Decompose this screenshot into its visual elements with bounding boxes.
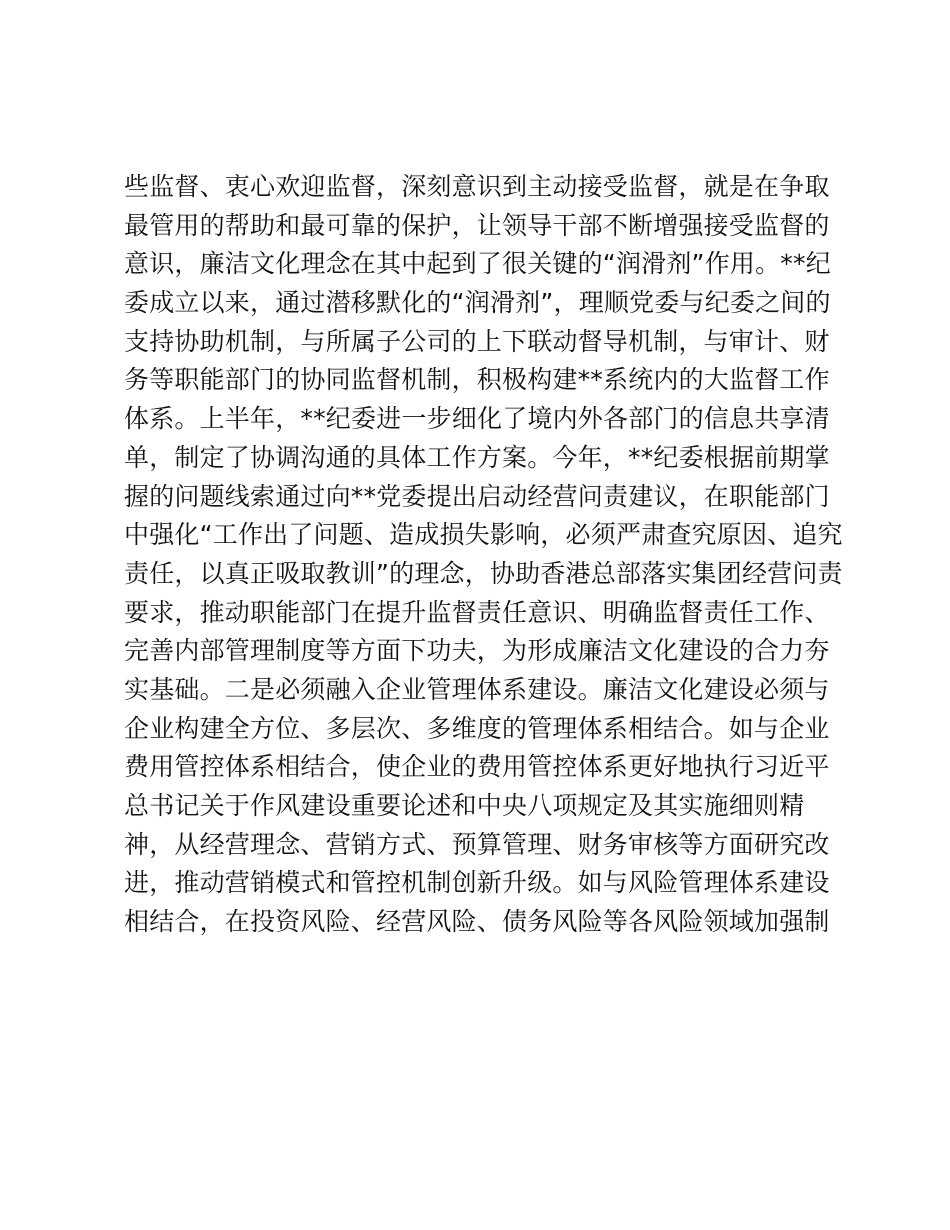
text-line: 责任，以真正吸取教训”的理念，协助香港总部落实集团经营问责 [124, 558, 843, 588]
text-line: 最管用的帮助和最可靠的保护，让领导干部不断增强接受监督的 [124, 210, 830, 240]
text-line: 神，从经营理念、营销方式、预算管理、财务审核等方面研究改 [124, 829, 830, 859]
text-line: 委成立以来，通过潜移默化的“润滑剂”，理顺党委与纪委之间的 [124, 288, 831, 318]
text-line: 支持协助机制，与所属子公司的上下联动督导机制，与审计、财 [124, 326, 830, 356]
text-line: 进，推动营销模式和管控机制创新升级。如与风险管理体系建设 [124, 868, 830, 898]
text-line: 费用管控体系相结合，使企业的费用管控体系更好地执行习近平 [124, 752, 830, 782]
text-line: 体系。上半年，**纪委进一步细化了境内外各部门的信息共享清 [124, 404, 830, 434]
text-line: 相结合，在投资风险、经营风险、债务风险等各风险领域加强制 [124, 907, 830, 937]
text-line: 企业构建全方位、多层次、多维度的管理体系相结合。如与企业 [124, 713, 830, 743]
text-line: 单，制定了协调沟通的具体工作方案。今年，**纪委根据前期掌 [124, 442, 830, 472]
text-line: 握的问题线索通过向**党委提出启动经营问责建议，在职能部门 [124, 481, 830, 511]
text-line: 些监督、衷心欢迎监督，深刻意识到主动接受监督，就是在争取 [124, 172, 830, 201]
body-text [124, 168, 843, 942]
text-line: 完善内部管理制度等方面下功夫，为形成廉洁文化建设的合力夯 [124, 636, 830, 666]
text-line: 务等职能部门的协同监督机制，积极构建**系统内的大监督工作 [124, 365, 830, 395]
text-line: 意识，廉洁文化理念在其中起到了很关键的“润滑剂”作用。**纪 [124, 249, 831, 279]
text-line: 中强化“工作出了问题、造成损失影响，必须严肃查究原因、追究 [124, 520, 843, 550]
text-line: 要求，推动职能部门在提升监督责任意识、明确监督责任工作、 [124, 597, 830, 627]
text-line: 总书记关于作风建设重要论述和中央八项规定及其实施细则精 [124, 791, 805, 820]
text-line: 实基础。二是必须融入企业管理体系建设。廉洁文化建设必须与 [124, 674, 830, 704]
